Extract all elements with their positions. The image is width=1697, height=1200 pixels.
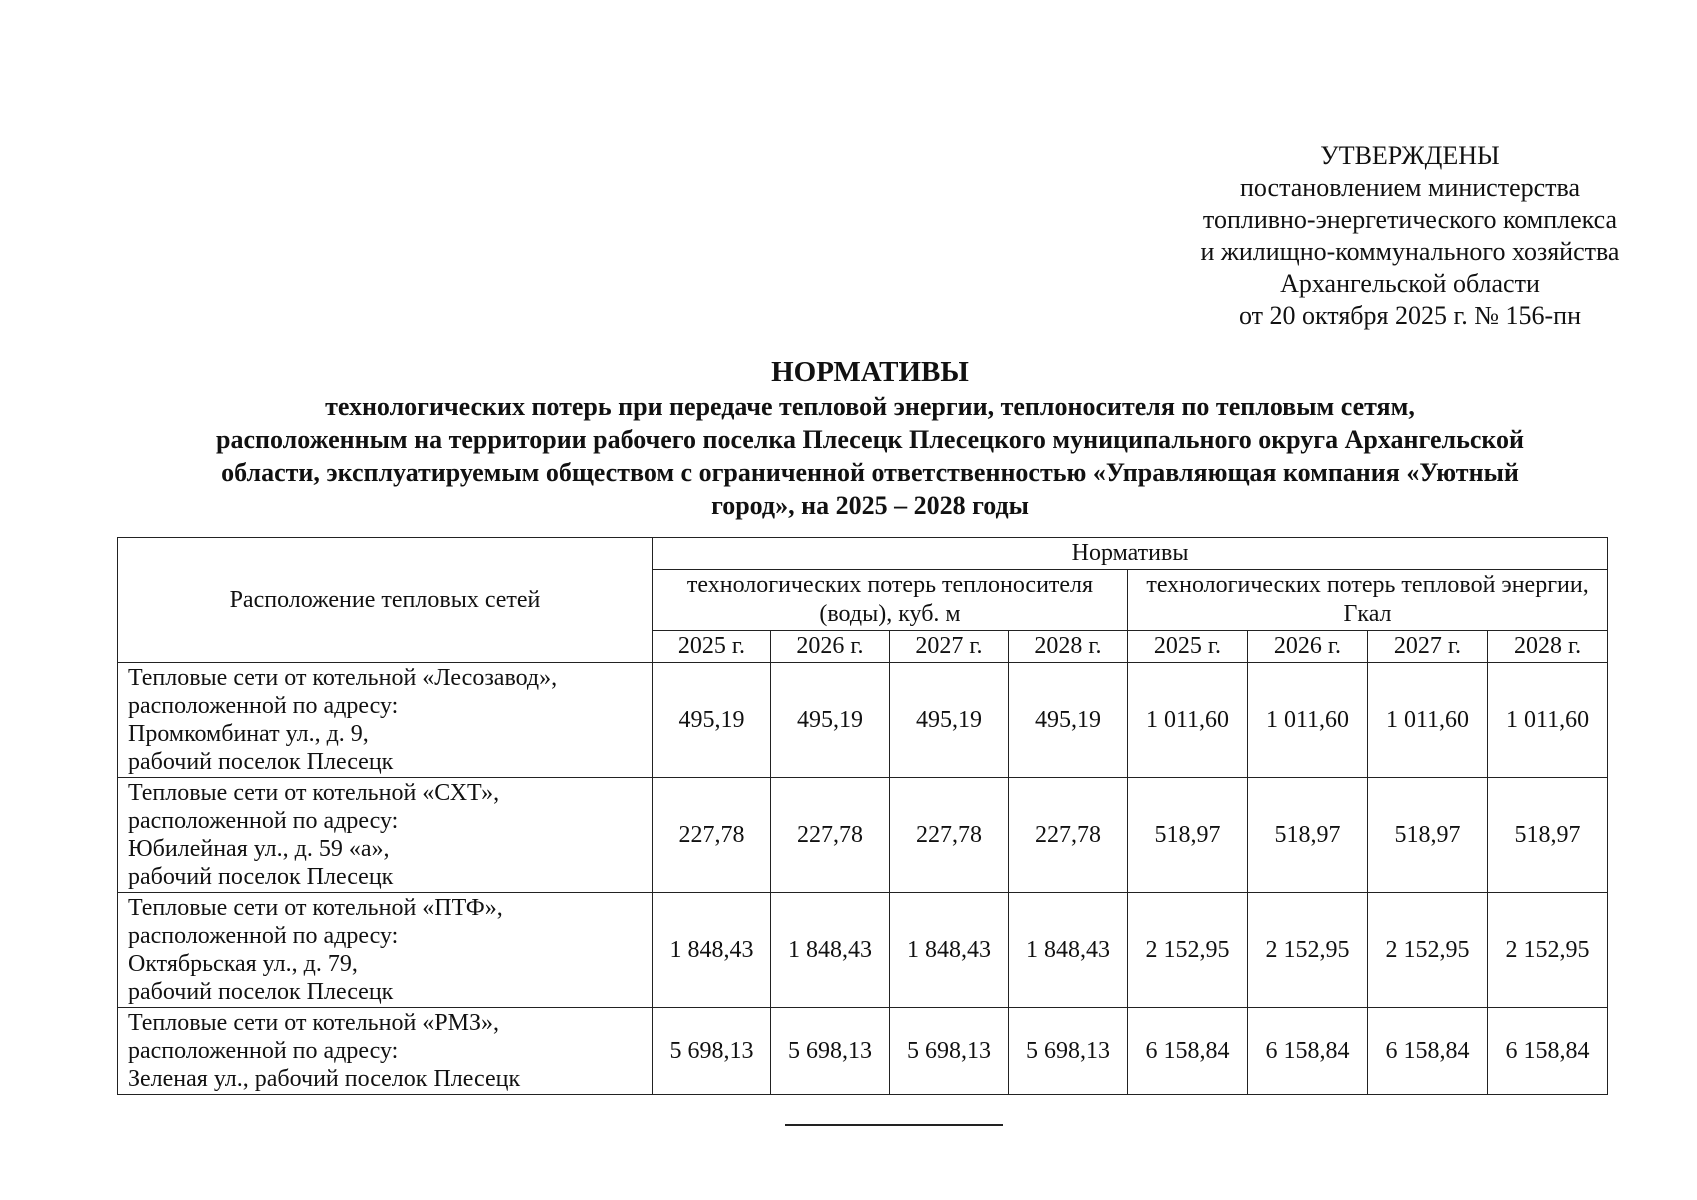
- value-cell: 1 011,60: [1128, 663, 1248, 778]
- value-cell: 518,97: [1368, 778, 1488, 893]
- location-cell: [118, 893, 653, 1008]
- end-divider: [785, 1124, 1003, 1126]
- value-cell: 2 152,95: [1128, 893, 1248, 1008]
- year-header: 2027 г.: [1368, 631, 1488, 663]
- value-cell: 1 848,43: [1009, 893, 1128, 1008]
- location-line: Тепловые сети от котельной «РМЗ»,: [128, 1010, 500, 1036]
- value-cell: 2 152,95: [1248, 893, 1368, 1008]
- norms-table: [117, 537, 1608, 1095]
- year-header: 2027 г.: [890, 631, 1009, 663]
- value-cell: 5 698,13: [771, 1008, 890, 1095]
- value-cell: 6 158,84: [1128, 1008, 1248, 1095]
- approval-block: [1160, 140, 1660, 332]
- location-line: рабочий поселок Плесецк: [128, 864, 394, 890]
- value-cell: 227,78: [1009, 778, 1128, 893]
- approval-line: от 20 октября 2025 г. № 156-пн: [1239, 301, 1581, 330]
- location-line: Тепловые сети от котельной «ПТФ»,: [128, 895, 503, 921]
- value-cell: 495,19: [890, 663, 1009, 778]
- location-cell: [118, 778, 653, 893]
- group-header-heat: технологических потерь тепловой энергии, Гкал: [1128, 570, 1608, 631]
- year-header: 2025 г.: [653, 631, 771, 663]
- value-cell: 6 158,84: [1368, 1008, 1488, 1095]
- year-header: 2028 г.: [1009, 631, 1128, 663]
- location-line: Зеленая ул., рабочий поселок Плесецк: [128, 1066, 521, 1092]
- value-cell: 495,19: [771, 663, 890, 778]
- location-cell: [118, 1008, 653, 1095]
- location-line: Юбилейная ул., д. 59 «а»,: [128, 836, 390, 862]
- year-header: 2026 г.: [771, 631, 890, 663]
- value-cell: 2 152,95: [1368, 893, 1488, 1008]
- value-cell: 1 848,43: [890, 893, 1009, 1008]
- year-header: 2028 г.: [1488, 631, 1608, 663]
- title-line: город», на 2025 – 2028 годы: [711, 491, 1029, 520]
- value-cell: 495,19: [1009, 663, 1128, 778]
- approval-line: постановлением министерства: [1239, 173, 1581, 202]
- value-cell: 227,78: [890, 778, 1009, 893]
- value-cell: 2 152,95: [1488, 893, 1608, 1008]
- value-cell: 227,78: [771, 778, 890, 893]
- table-row: [118, 663, 1608, 778]
- value-cell: 1 011,60: [1248, 663, 1368, 778]
- group-header-water: технологических потерь теплоносителя (воды), куб. м: [653, 570, 1128, 631]
- value-cell: 495,19: [653, 663, 771, 778]
- value-cell: 1 011,60: [1368, 663, 1488, 778]
- location-line: расположенной по адресу:: [128, 808, 399, 834]
- value-cell: 6 158,84: [1488, 1008, 1608, 1095]
- location-header: Расположение тепловых сетей: [118, 538, 653, 663]
- location-line: расположенной по адресу:: [128, 923, 399, 949]
- title-line: области, эксплуатируемым обществом с ограниченной ответственностью «Управляющая компания «Уютный: [221, 458, 1519, 487]
- value-cell: 5 698,13: [1009, 1008, 1128, 1095]
- table-row: [118, 893, 1608, 1008]
- title-main: НОРМАТИВЫ: [771, 356, 969, 388]
- location-cell: [118, 663, 653, 778]
- table-row: [118, 778, 1608, 893]
- location-line: Тепловые сети от котельной «СХТ»,: [128, 780, 500, 806]
- location-line: рабочий поселок Плесецк: [128, 979, 394, 1005]
- table-row: [118, 1008, 1608, 1095]
- location-line: расположенной по адресу:: [128, 693, 399, 719]
- location-line: рабочий поселок Плесецк: [128, 749, 394, 775]
- approval-line: топливно-энергетического комплекса: [1202, 205, 1618, 234]
- value-cell: 518,97: [1128, 778, 1248, 893]
- value-cell: 5 698,13: [653, 1008, 771, 1095]
- value-cell: 1 011,60: [1488, 663, 1608, 778]
- document-title: [120, 355, 1620, 522]
- year-header: 2025 г.: [1128, 631, 1248, 663]
- value-cell: 1 848,43: [771, 893, 890, 1008]
- title-line: технологических потерь при передаче тепловой энергии, теплоносителя по тепловым сетям,: [325, 392, 1415, 421]
- value-cell: 5 698,13: [890, 1008, 1009, 1095]
- value-cell: 227,78: [653, 778, 771, 893]
- value-cell: 518,97: [1488, 778, 1608, 893]
- approval-line: Архангельской области: [1280, 269, 1540, 298]
- value-cell: 6 158,84: [1248, 1008, 1368, 1095]
- year-header: 2026 г.: [1248, 631, 1368, 663]
- location-line: расположенной по адресу:: [128, 1038, 399, 1064]
- location-line: Октябрьская ул., д. 79,: [128, 951, 358, 977]
- location-line: Тепловые сети от котельной «Лесозавод»,: [128, 665, 558, 691]
- norms-header: Нормативы: [653, 538, 1608, 570]
- location-line: Промкомбинат ул., д. 9,: [128, 721, 369, 747]
- value-cell: 1 848,43: [653, 893, 771, 1008]
- approval-heading: УТВЕРЖДЕНЫ: [1320, 141, 1500, 170]
- title-line: расположенным на территории рабочего поселка Плесецк Плесецкого муниципального округа Архангельской: [216, 425, 1524, 454]
- approval-line: и жилищно-коммунального хозяйства: [1200, 237, 1620, 266]
- value-cell: 518,97: [1248, 778, 1368, 893]
